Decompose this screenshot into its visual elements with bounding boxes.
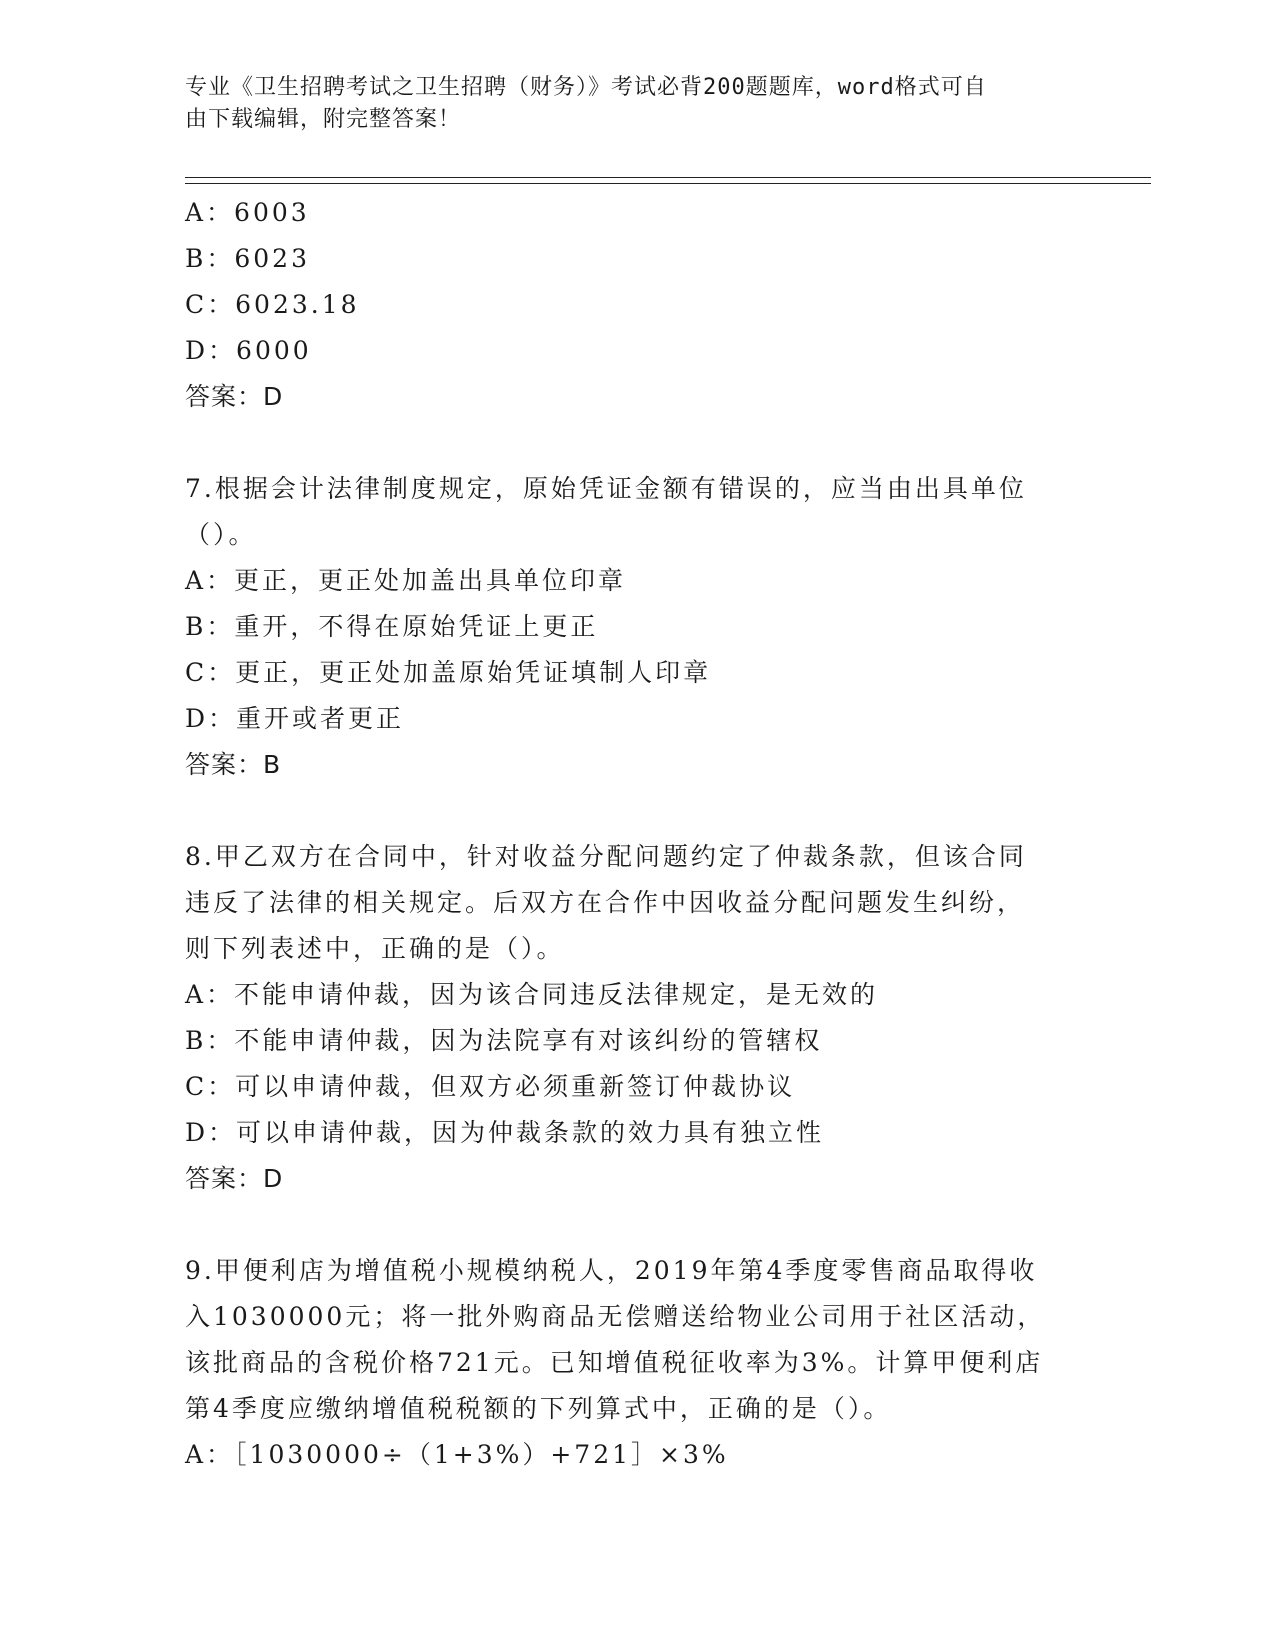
question-list xyxy=(185,190,1085,1478)
option-b: B：重开，不得在原始凭证上更正 xyxy=(185,612,599,641)
answer: 答案：D xyxy=(185,382,284,411)
document-header xyxy=(185,72,1065,136)
option-a: A：［1030000÷（1+3%）+721］×3% xyxy=(185,1440,729,1469)
question-stem-line: 则下列表述中，正确的是（）。 xyxy=(185,934,565,963)
question-stem-line: （）。 xyxy=(185,520,257,549)
header-rule-top xyxy=(185,177,1151,178)
header-line-1: 专业《卫生招聘考试之卫生招聘（财务）》考试必背200题题库，word格式可自 xyxy=(185,75,987,100)
option-c: C：可以申请仲裁，但双方必须重新签订仲裁协议 xyxy=(185,1072,796,1101)
option-a: A：更正，更正处加盖出具单位印章 xyxy=(185,566,627,595)
question-stem-line: 第4季度应缴纳增值税税额的下列算式中，正确的是（）。 xyxy=(185,1394,892,1423)
question-7 xyxy=(185,466,1085,788)
question-stem-line: 9.甲便利店为增值税小规模纳税人，2019年第4季度零售商品取得收 xyxy=(185,1256,1038,1285)
question-stem-line: 8.甲乙双方在合同中，针对收益分配问题约定了仲裁条款，但该合同 xyxy=(185,842,1027,871)
option-a: A：不能申请仲裁，因为该合同违反法律规定，是无效的 xyxy=(185,980,879,1009)
header-rule-bottom xyxy=(185,183,1151,184)
question-8 xyxy=(185,834,1085,1202)
option-a: A：6003 xyxy=(185,198,310,227)
question-stem-line: 入1030000元；将一批外购商品无偿赠送给物业公司用于社区活动， xyxy=(185,1302,1046,1331)
question-stem-line: 违反了法律的相关规定。后双方在合作中因收益分配问题发生纠纷， xyxy=(185,888,1026,917)
question-9 xyxy=(185,1248,1085,1478)
question-6 xyxy=(185,190,1085,420)
answer: 答案：D xyxy=(185,1164,284,1193)
option-d: D：6000 xyxy=(185,336,312,365)
header-line-2: 由下载编辑，附完整答案！ xyxy=(185,107,462,132)
option-d: D：可以申请仲裁，因为仲裁条款的效力具有独立性 xyxy=(185,1118,825,1147)
option-b: B：6023 xyxy=(185,244,310,273)
option-b: B：不能申请仲裁，因为法院享有对该纠纷的管辖权 xyxy=(185,1026,823,1055)
option-c: C：更正，更正处加盖原始凭证填制人印章 xyxy=(185,658,712,687)
option-d: D：重开或者更正 xyxy=(185,704,405,733)
question-stem-line: 7.根据会计法律制度规定，原始凭证金额有错误的，应当由出具单位 xyxy=(185,474,1027,503)
answer: 答案：B xyxy=(185,750,282,779)
option-c: C：6023.18 xyxy=(185,290,360,319)
question-stem-line: 该批商品的含税价格721元。已知增值税征收率为3%。计算甲便利店 xyxy=(185,1348,1044,1377)
